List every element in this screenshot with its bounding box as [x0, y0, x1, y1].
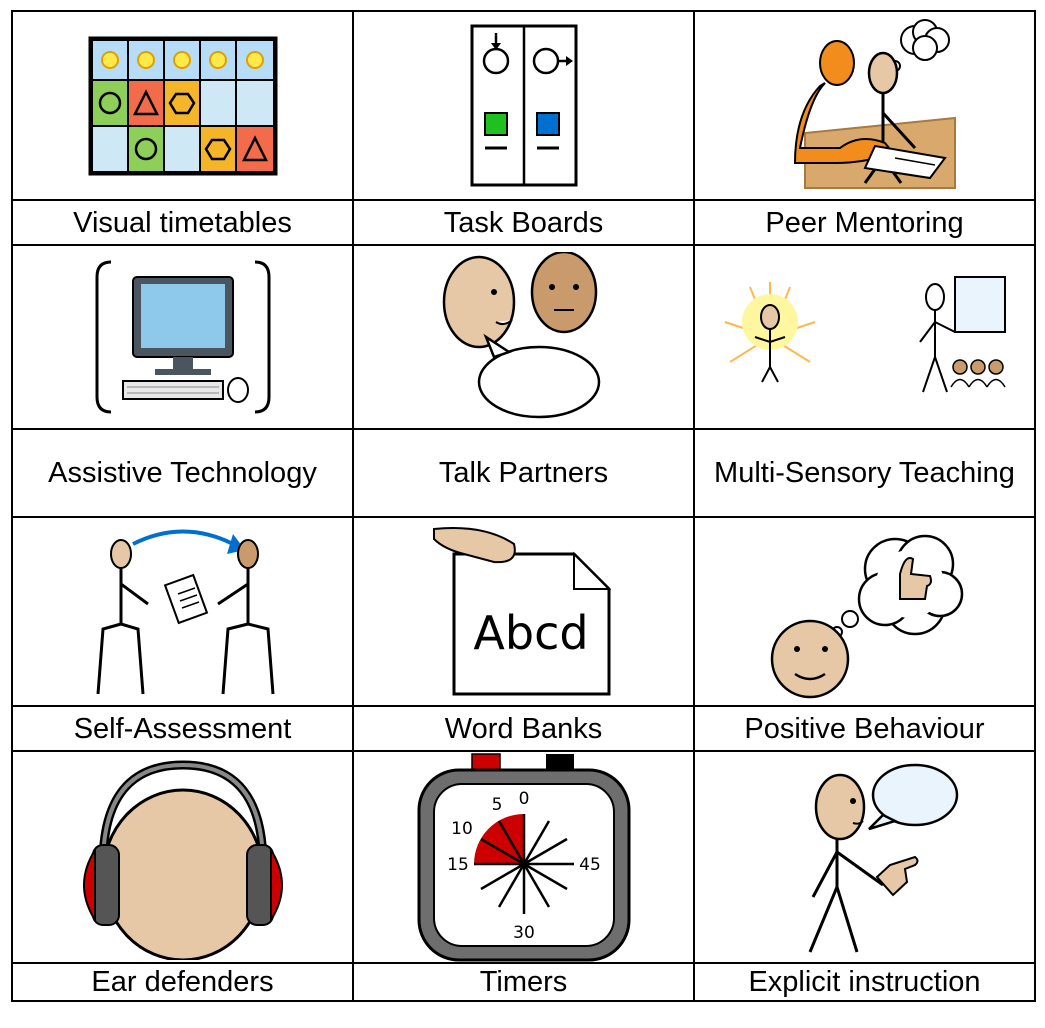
positive-behaviour-icon	[765, 524, 965, 699]
cell-explicit-instruction	[694, 751, 1035, 963]
label-assistive-technology: Assistive Technology	[12, 429, 353, 517]
cell-assistive-technology	[12, 245, 353, 429]
image-row	[12, 11, 1035, 200]
cell-word-banks	[353, 517, 694, 706]
talk-partners-icon	[424, 252, 624, 422]
timer-number: 10	[450, 819, 473, 839]
label-word-banks: Word Banks	[353, 706, 694, 751]
timer-icon	[414, 752, 634, 962]
label-multi-sensory-teaching: Multi-Sensory Teaching	[694, 429, 1035, 517]
label-task-boards: Task Boards	[353, 200, 694, 245]
cell-ear-defenders	[12, 751, 353, 963]
cell-multi-sensory-teaching	[694, 245, 1035, 429]
timer-number: 45	[578, 855, 601, 875]
label-row	[12, 963, 1035, 1001]
timer-number: 15	[446, 855, 469, 875]
timer-number: 5	[491, 795, 502, 815]
label-explicit-instruction: Explicit instruction	[694, 963, 1035, 1001]
word-bank-text: Abcd	[472, 606, 589, 660]
timer-number: 30	[512, 923, 535, 943]
task-board-icon	[469, 23, 579, 188]
label-visual-timetables: Visual timetables	[12, 200, 353, 245]
multi-sensory-teaching-icon	[720, 267, 1010, 407]
cell-timers	[353, 751, 694, 963]
label-peer-mentoring: Peer Mentoring	[694, 200, 1035, 245]
label-talk-partners: Talk Partners	[353, 429, 694, 517]
label-row	[12, 200, 1035, 245]
image-row	[12, 245, 1035, 429]
strategy-grid	[11, 10, 1036, 1002]
self-assessment-icon	[83, 524, 283, 699]
word-banks-icon	[424, 524, 624, 699]
label-self-assessment: Self-Assessment	[12, 706, 353, 751]
visual-timetable-icon	[88, 36, 278, 176]
label-ear-defenders: Ear defenders	[12, 963, 353, 1001]
cell-peer-mentoring	[694, 11, 1035, 200]
ear-defenders-icon	[73, 755, 293, 960]
cell-visual-timetables	[12, 11, 353, 200]
image-row	[12, 517, 1035, 706]
label-timers: Timers	[353, 963, 694, 1001]
peer-mentoring-icon	[765, 18, 965, 193]
assistive-technology-icon	[93, 257, 273, 417]
cell-positive-behaviour	[694, 517, 1035, 706]
label-positive-behaviour: Positive Behaviour	[694, 706, 1035, 751]
explicit-instruction-icon	[765, 757, 965, 957]
cell-task-boards	[353, 11, 694, 200]
label-row	[12, 706, 1035, 751]
label-row	[12, 429, 1035, 517]
timer-number: 0	[518, 789, 529, 809]
cell-talk-partners	[353, 245, 694, 429]
image-row	[12, 751, 1035, 963]
cell-self-assessment	[12, 517, 353, 706]
